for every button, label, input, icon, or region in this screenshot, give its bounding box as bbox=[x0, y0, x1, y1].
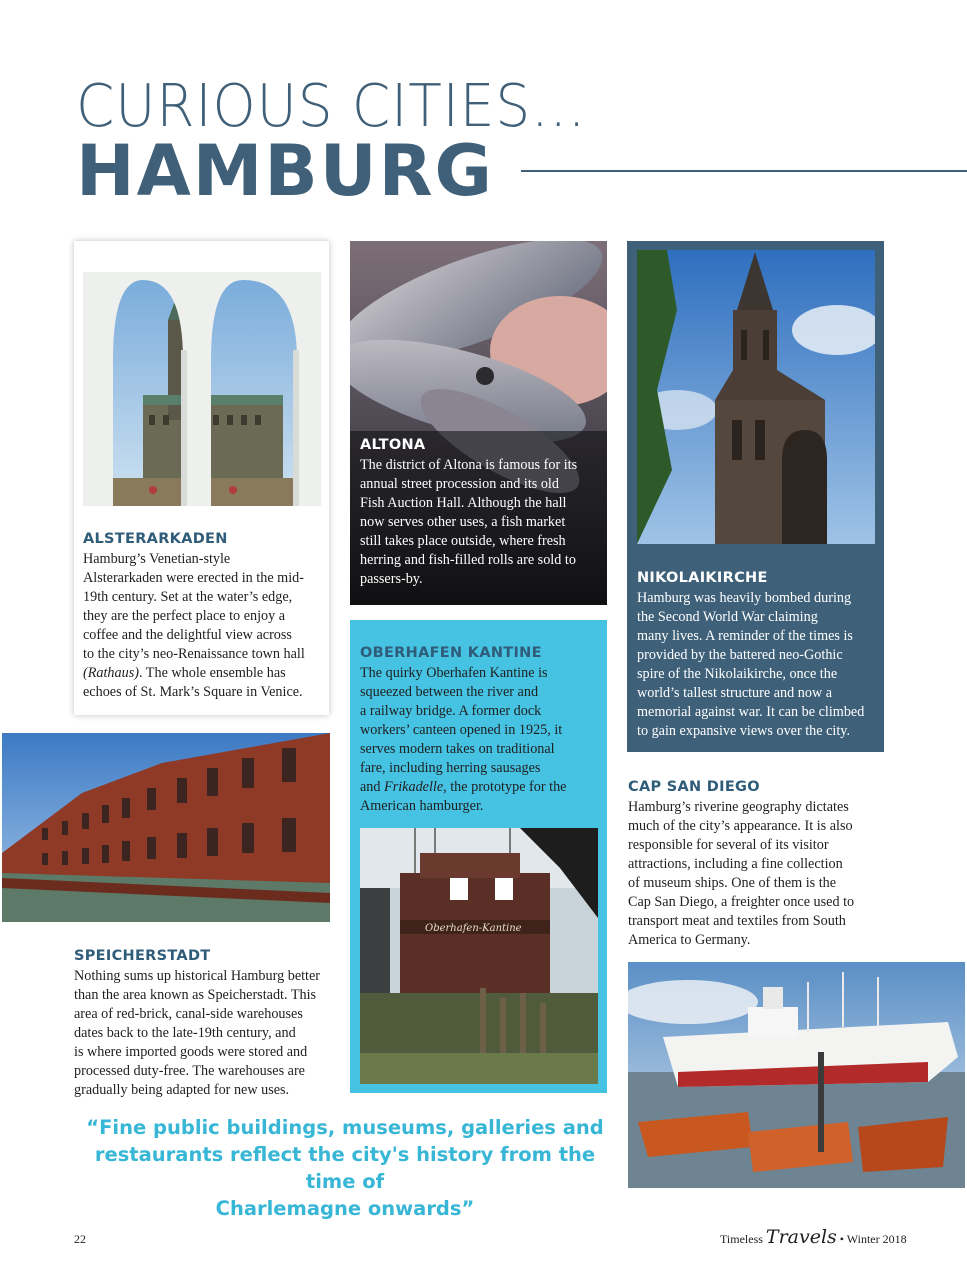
footer-brand bbox=[720, 1226, 907, 1248]
alsterarkaden-photo bbox=[83, 250, 321, 506]
brand-script: Travels bbox=[765, 1226, 837, 1248]
nikolaikirche-body: Hamburg was heavily bombed during the Second World War claiming many lives. A reminder of the times is provided by the battered neo-Gothic spire of the Nikolaikirche, once the world’s tallest structure and now a memorial against war. It can be climbed to gain expansive views over the city. bbox=[637, 590, 865, 739]
pull-quote-line: “Fine public buildings, museums, galleries and bbox=[86, 1116, 604, 1139]
speicherstadt-body: Nothing sums up historical Hamburg better than the area known as Speicherstadt. This area of red-brick, canal-side warehouses dates back to the late-19th century, and is where imported goods were stored and processed duty-free. The warehouses are gradually being adapted for new uses. bbox=[74, 968, 321, 1098]
oberhafen-text bbox=[360, 644, 605, 816]
page-title: HAMBURG bbox=[76, 130, 494, 212]
alsterarkaden-body: Hamburg’s Venetian-style Alsterarkaden were erected in the mid- 19th century. Set at the water’s edge, they are the perfect place to enjoy a coffee and the delightful view across to the city’s neo-Renaissance town hall (Rathaus). The whole ensemble has echoes of St. Mark’s Square in Venice. bbox=[83, 551, 305, 700]
nikolaikirche-photo bbox=[637, 250, 875, 544]
altona-heading: ALTONA bbox=[360, 437, 426, 453]
issue-label: • Winter 2018 bbox=[839, 1232, 907, 1246]
nikolaikirche-text bbox=[637, 569, 882, 741]
oberhafen-body: The quirky Oberhafen Kantine is squeezed between the river and a railway bridge. A former dock workers’ canteen opened in 1925, it serves modern takes on traditional fare, including herring sausages and Frikadelle, the prototype for the American hamburger. bbox=[360, 665, 567, 814]
pull-quote-line: restaurants reflect the city's history from the time of bbox=[94, 1143, 596, 1193]
altona-body: The district of Altona is famous for its annual street procession and its old Fish Auction Hall. Although the hall now serves other uses, a fish market still takes place outside, where fresh herring and fish-filled rolls are sold to passers-by. bbox=[360, 457, 578, 587]
cap-san-diego-heading: CAP SAN DIEGO bbox=[628, 779, 760, 795]
oberhafen-photo bbox=[360, 828, 598, 1084]
pull-quote-line: Charlemagne onwards” bbox=[215, 1197, 475, 1220]
page-number: 22 bbox=[74, 1232, 86, 1246]
page-kicker: CURIOUS CITIES... bbox=[76, 71, 587, 140]
speicherstadt-text bbox=[74, 947, 344, 1100]
speicherstadt-heading: SPEICHERSTADT bbox=[74, 948, 211, 964]
title-rule bbox=[521, 170, 967, 172]
brand-prefix: Timeless bbox=[720, 1232, 763, 1246]
pull-quote bbox=[70, 1114, 620, 1222]
altona-text bbox=[360, 436, 605, 589]
cap-san-diego-photo bbox=[628, 962, 965, 1188]
alsterarkaden-heading: ALSTERARKADEN bbox=[83, 531, 228, 547]
speicherstadt-photo bbox=[2, 733, 330, 922]
oberhafen-heading: OBERHAFEN KANTINE bbox=[360, 645, 542, 661]
nikolaikirche-heading: NIKOLAIKIRCHE bbox=[637, 570, 768, 586]
cap-san-diego-body: Hamburg’s riverine geography dictates much of the city’s appearance. It is also responsible for several of its visitor attractions, including a fine collection of museum ships. One of them is the Cap San Diego, a freighter once used to transport meat and textiles from South America to Germany. bbox=[628, 799, 855, 948]
kantine-sign: Oberhafen-Kantine bbox=[425, 923, 522, 934]
cap-san-diego-text bbox=[628, 778, 888, 950]
alsterarkaden-text bbox=[83, 530, 333, 702]
